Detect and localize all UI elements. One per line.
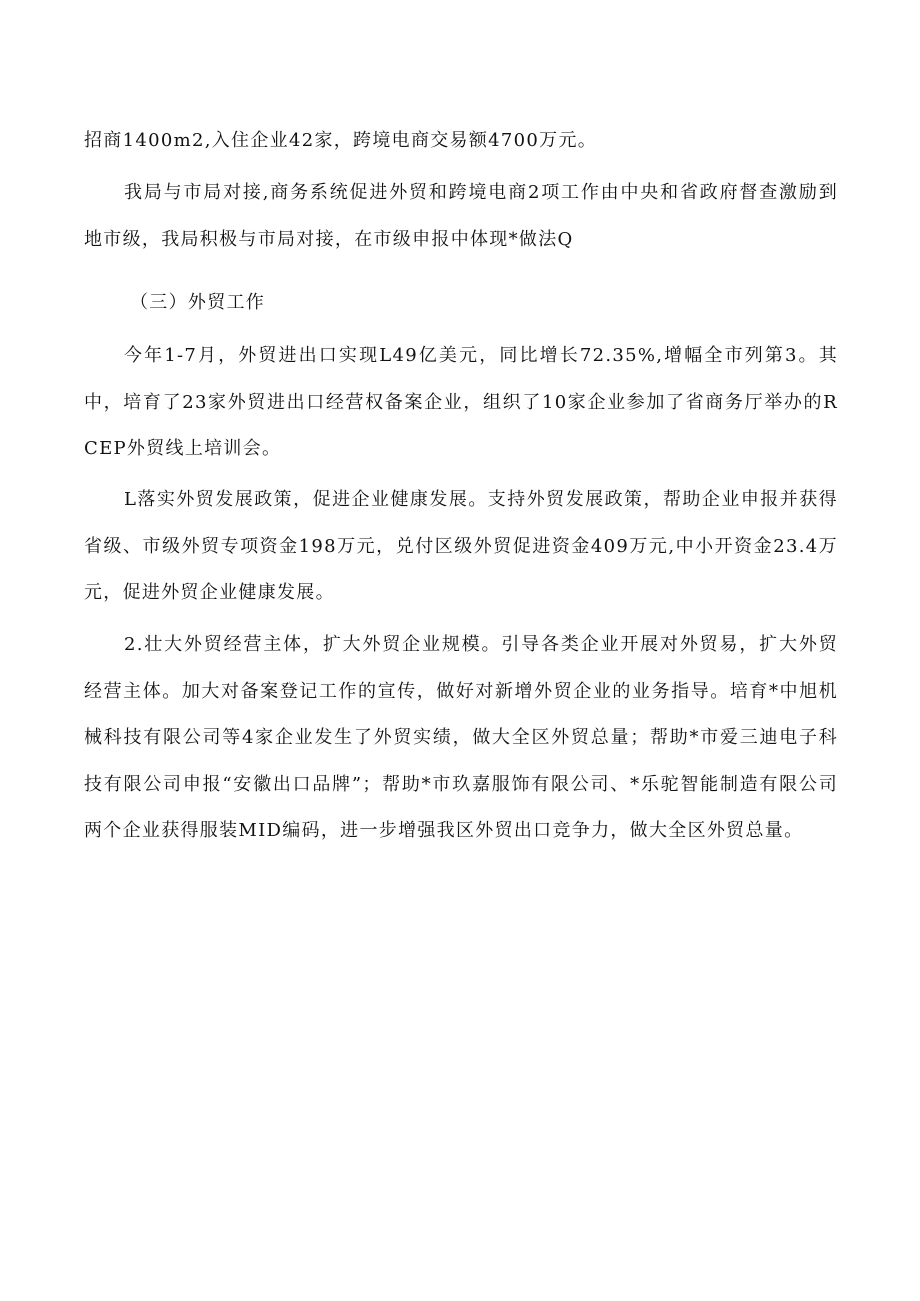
paragraph-investment-summary: 招商1400m2,入住企业42家，跨境电商交易额4700万元。 <box>84 130 598 151</box>
paragraph-policy-implementation: L落实外贸发展政策，促进企业健康发展。支持外贸发展政策，帮助企业申报并获得省级、市级外贸专项资金198万元，兑付区级外贸促进资金409万元,中小开资金23.4万元，促进外贸企业健康发展。 <box>84 489 838 603</box>
paragraph-city-bureau-coordination: 我局与市局对接,商务系统促进外贸和跨境电商2项工作由中央和省政府督查激励到地市级，我局积极与市局对接，在市级申报中体现*做法Q <box>84 182 838 250</box>
paragraph-expand-trade-entities: 2.壮大外贸经营主体，扩大外贸企业规模。引导各类企业开展对外贸易，扩大外贸经营主体。加大对备案登记工作的宣传，做好对新增外贸企业的业务指导。培育*中旭机械科技有限公司等4家企业发生了外贸实绩，做大全区外贸总量；帮助*市爱三迪电子科技有限公司申报“安徽出口品牌”；帮助*市玖嘉服饰有限公司、*乐驼智能制造有限公司两个企业获得服装MID编码，进一步增强我区外贸出口竞争力，做大全区外贸总量。 <box>84 634 838 841</box>
paragraph-trade-statistics: 今年1-7月，外贸进出口实现L49亿美元，同比增长72.35%,增幅全市列第3。其中，培育了23家外贸进出口经营权备案企业，组织了10家企业参加了省商务厅举办的RCEP外贸线上培训会。 <box>84 345 838 459</box>
section-heading-foreign-trade: （三）外贸工作 <box>130 292 266 313</box>
